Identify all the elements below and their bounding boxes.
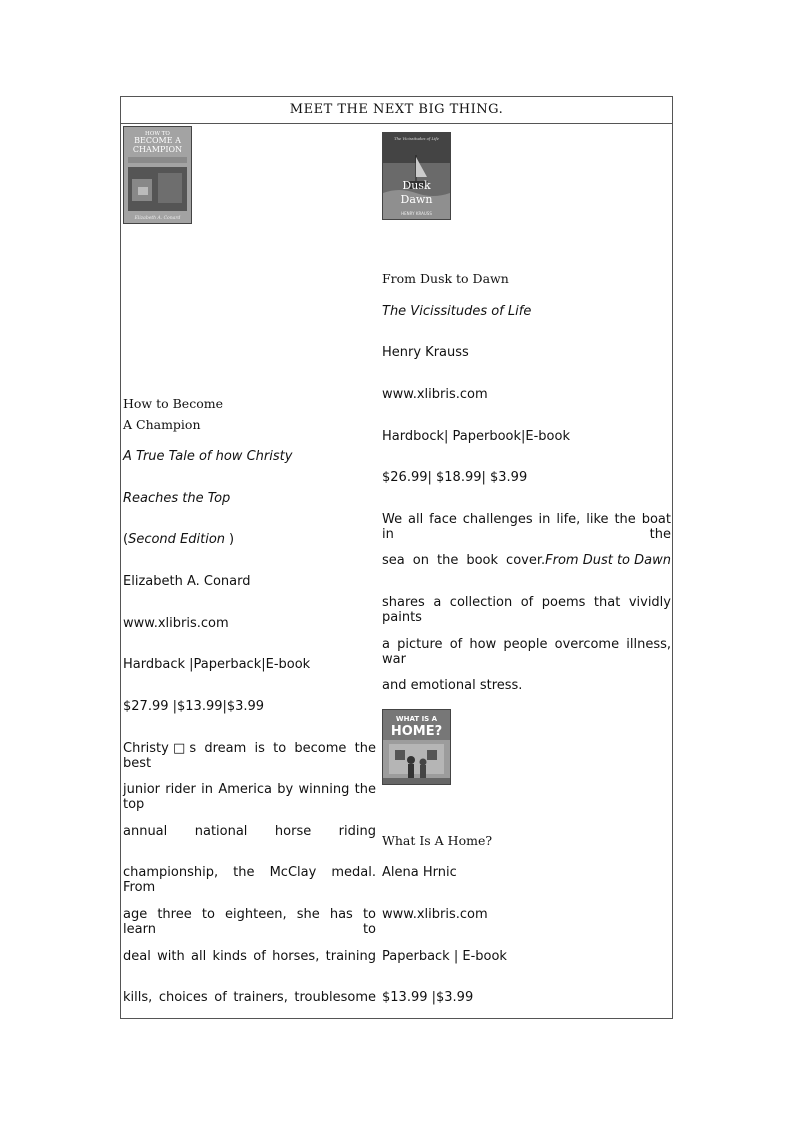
book1-description-line: age three to eighteen, she has to learn to xyxy=(123,907,376,937)
cover-title-line3: CHAMPION xyxy=(132,145,183,154)
book-cover-champion xyxy=(123,126,192,224)
description-text: sea on the book cover. xyxy=(382,553,546,568)
book1-description-line: Christy□s dream is to become the best xyxy=(123,741,376,771)
book2-title: From Dusk to Dawn xyxy=(382,271,509,286)
book2-description-line: We all face challenges in life, like the boat in the xyxy=(382,512,671,542)
book2-author: Henry Krauss xyxy=(382,345,469,360)
table-header: MEET THE NEXT BIG THING. xyxy=(121,97,672,124)
cover-title-line2: BECOME A xyxy=(134,136,181,145)
book1-description-line: deal with all kinds of horses, training xyxy=(123,949,376,964)
cover-title-line1: Dusk xyxy=(402,179,431,192)
edition-text: Second Edition xyxy=(128,532,226,547)
description-book-title: From Dust to Dawn xyxy=(545,553,671,568)
book1-description-line: championship, the McClay medal. From xyxy=(123,865,376,895)
book2-formats: Hardbock| Paperbook|E-book xyxy=(382,429,570,444)
book3-prices: $13.99 |$3.99 xyxy=(382,990,474,1005)
book2-description-line: and emotional stress. xyxy=(382,678,523,693)
book1-title-line1: How to Become xyxy=(123,396,223,411)
book3-website: www.xlibris.com xyxy=(382,907,488,922)
book1-description-line: kills, choices of trainers, troublesome xyxy=(123,990,376,1005)
cover-title-line1: WHAT IS A xyxy=(395,715,438,723)
book1-subtitle-line2: Reaches the Top xyxy=(123,491,231,506)
book-cover-dusk-to-dawn xyxy=(382,132,451,220)
book1-author: Elizabeth A. Conard xyxy=(123,574,251,589)
book1-website: www.xlibris.com xyxy=(123,616,229,631)
cover-author: HENRY KRAUSS xyxy=(401,211,432,216)
book2-website: www.xlibris.com xyxy=(382,387,488,402)
book3-author: Alena Hrnic xyxy=(382,865,457,880)
book1-description-line: junior rider in America by winning the top xyxy=(123,782,376,812)
book1-prices: $27.99 |$13.99|$3.99 xyxy=(123,699,265,714)
cover-series: The Vicissitudes of Life xyxy=(394,136,439,141)
book3-title: What Is A Home? xyxy=(382,833,493,848)
book2-prices: $26.99| $18.99| $3.99 xyxy=(382,470,528,485)
book1-edition xyxy=(123,532,234,547)
book1-subtitle-line1: A True Tale of how Christy xyxy=(123,449,293,464)
cover-title-line1: HOW TO xyxy=(145,131,170,137)
book2-description-line: a picture of how people overcome illness, war xyxy=(382,637,671,667)
book1-description-line: annual national horse riding xyxy=(123,824,376,839)
book2-subtitle: The Vicissitudes of Life xyxy=(382,304,532,319)
cover-title-line2: Dawn xyxy=(400,193,433,206)
book3-formats: Paperback | E-book xyxy=(382,949,507,964)
book2-description-line xyxy=(382,553,671,568)
edition-open-paren: ( xyxy=(123,532,129,547)
book2-description-line: shares a collection of poems that vividly paints xyxy=(382,595,671,625)
book-cover-what-is-a-home xyxy=(382,709,451,785)
edition-close-paren: ) xyxy=(229,532,235,547)
cover-author: Elizabeth A. Conard xyxy=(134,216,181,221)
book1-formats: Hardback |Paperback|E-book xyxy=(123,657,311,672)
book1-title-line2: A Champion xyxy=(123,417,201,432)
cover-title-line2: HOME? xyxy=(390,724,443,739)
